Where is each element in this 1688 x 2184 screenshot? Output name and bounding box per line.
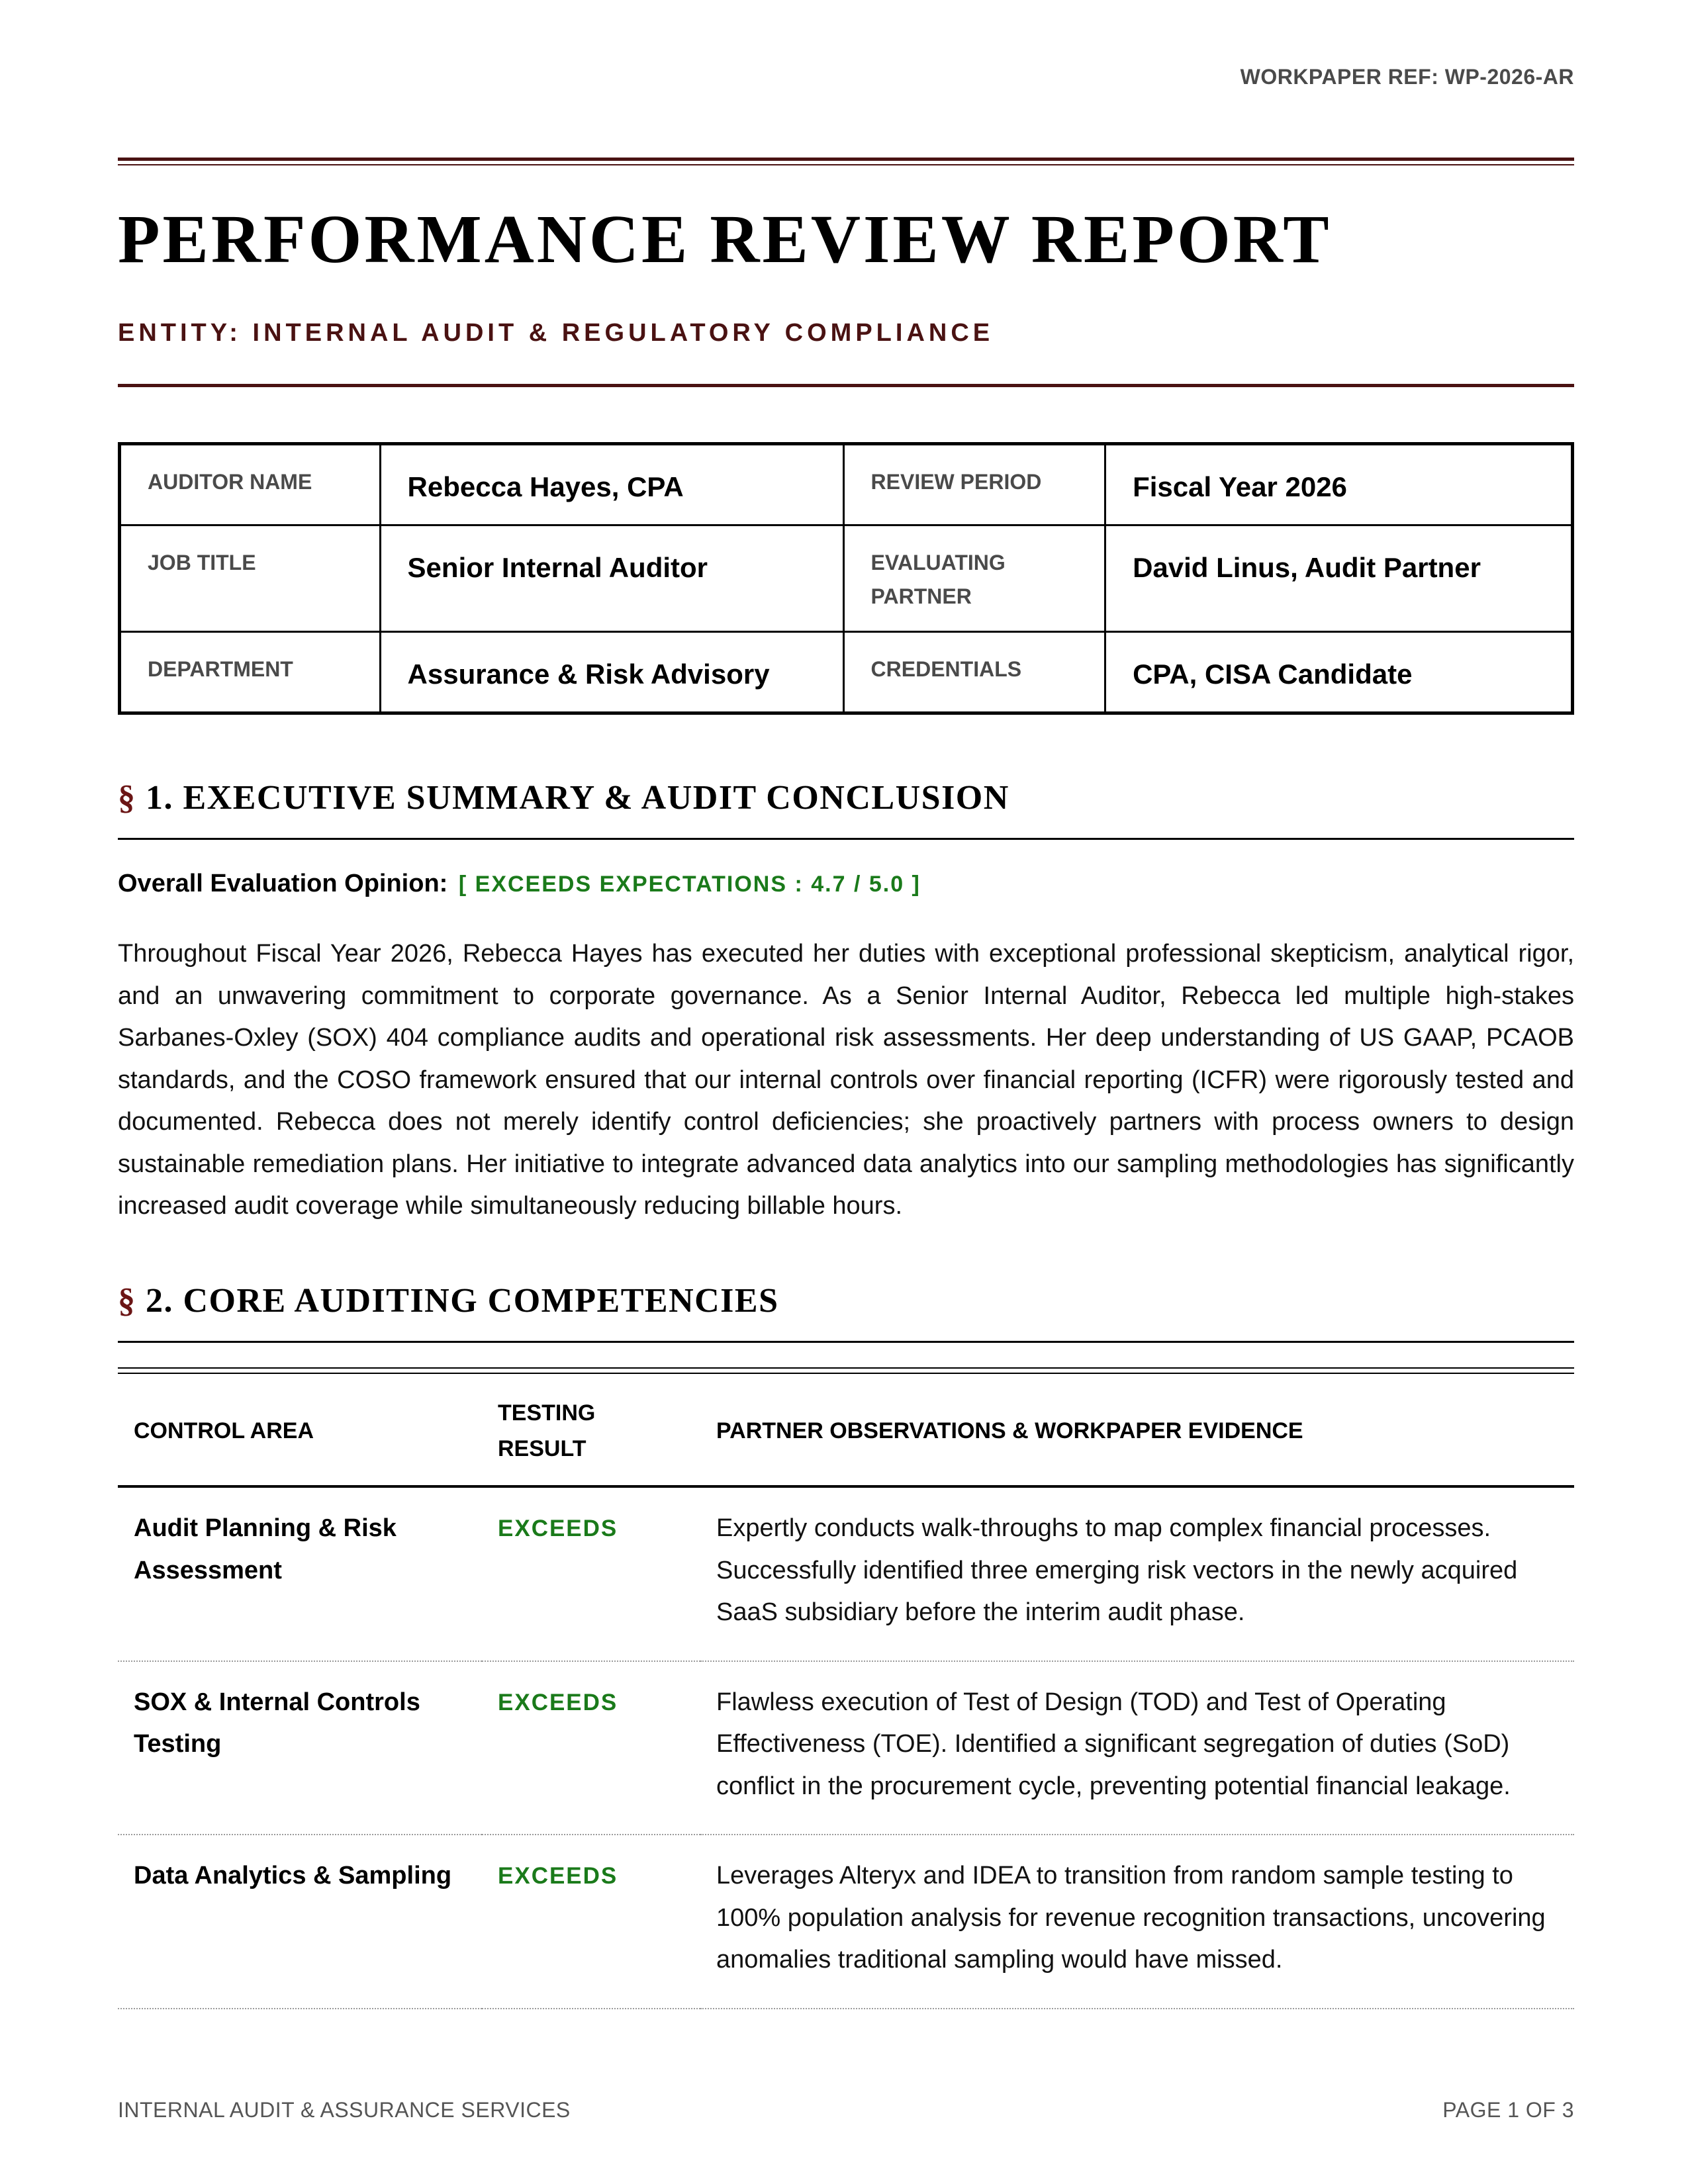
table-top-rule [118,1367,1574,1369]
observation-cell: Leverages Alteryx and IDEA to transition from random sample testing to 100% population analysis for revenue recognition transactions, uncovering anomalies traditional sampling would have missed. [700,1835,1574,2009]
workpaper-ref: WORKPAPER REF: WP-2026-AR [1240,65,1574,89]
table-row [118,1486,1574,1661]
section-2-rule [118,1341,1574,1343]
testing-result-cell: EXCEEDS [482,1486,700,1661]
evaluating-partner-value: David Linus, Audit Partner [1105,525,1573,631]
entity-line: ENTITY: INTERNAL AUDIT & REGULATORY COMPLIANCE [118,319,994,347]
department-label: DEPARTMENT [120,632,381,713]
control-area-cell: SOX & Internal Controls Testing [118,1661,482,1835]
testing-result-cell: EXCEEDS [482,1835,700,2009]
header-rule-thick [118,158,1574,161]
section-2-title: 2. CORE AUDITING COMPETENCIES [146,1282,779,1320]
control-area-cell: Data Analytics & Sampling [118,1835,482,2009]
testing-result-cell: EXCEEDS [482,1661,700,1835]
table-row [118,1835,1574,2009]
section-1-title: 1. EXECUTIVE SUMMARY & AUDIT CONCLUSION [146,779,1009,817]
footer-department: INTERNAL AUDIT & ASSURANCE SERVICES [118,2098,571,2122]
column-header-control-area: CONTROL AREA [118,1375,482,1486]
section-2-heading [118,1281,779,1320]
evaluating-partner-label: EVALUATING PARTNER [843,525,1105,631]
observation-cell: Expertly conducts walk-throughs to map complex financial processes. Successfully identified three emerging risk vectors in the newly acquired SaaS subsidiary before the interim audit phase. [700,1486,1574,1661]
overall-opinion [118,870,921,898]
entity-rule [118,384,1574,387]
job-title-value: Senior Internal Auditor [380,525,843,631]
review-period-label: REVIEW PERIOD [843,444,1105,525]
review-period-value: Fiscal Year 2026 [1105,444,1573,525]
table-row [118,1661,1574,1835]
report-title: PERFORMANCE REVIEW REPORT [118,201,1332,277]
footer-page-number: PAGE 1 OF 3 [1442,2098,1574,2122]
header-rule-thin [118,164,1574,165]
credentials-label: CREDENTIALS [843,632,1105,713]
info-row [120,444,1573,525]
info-row [120,525,1573,631]
section-1-rule [118,838,1574,840]
table-top-rule [118,1373,1574,1374]
job-title-label: JOB TITLE [120,525,381,631]
section-1-heading [118,778,1009,817]
observation-cell: Flawless execution of Test of Design (TOD) and Test of Operating Effectiveness (TOE). Identified a significant segregation of duties (SoD) conflict in the procurement cycle, preventing potential financial leakage. [700,1661,1574,1835]
auditor-info-table [118,442,1574,715]
section-symbol: § [118,1282,136,1320]
credentials-value: CPA, CISA Candidate [1105,632,1573,713]
auditor-name-value: Rebecca Hayes, CPA [380,444,843,525]
column-header-observations: PARTNER OBSERVATIONS & WORKPAPER EVIDENCE [700,1375,1574,1486]
opinion-label: Overall Evaluation Opinion: [118,870,448,897]
department-value: Assurance & Risk Advisory [380,632,843,713]
competencies-table [118,1375,1574,2009]
control-area-cell: Audit Planning & Risk Assessment [118,1486,482,1661]
opinion-value: [ EXCEEDS EXPECTATIONS : 4.7 / 5.0 ] [458,872,921,897]
executive-summary-text: Throughout Fiscal Year 2026, Rebecca Hayes has executed her duties with exceptional professional skepticism, analytical rigor, and an unwavering commitment to corporate governance. As a Senior Internal Auditor, Rebecca led multiple high-stakes Sarbanes-Oxley (SOX) 404 compliance audits and operational risk assessments. Her deep understanding of US GAAP, PCAOB standards, and the COSO framework ensured that our internal controls over financial reporting (ICFR) were rigorously tested and documented. Rebecca does not merely identify control deficiencies; she proactively partners with process owners to design sustainable remediation plans. Her initiative to integrate advanced data analytics into our sampling methodologies has significantly increased audit coverage while simultaneously reducing billable hours. [118,940,1574,1220]
info-row [120,632,1573,713]
section-symbol: § [118,779,136,817]
table-header-row [118,1375,1574,1486]
column-header-testing-result: TESTING RESULT [482,1375,700,1486]
auditor-name-label: AUDITOR NAME [120,444,381,525]
